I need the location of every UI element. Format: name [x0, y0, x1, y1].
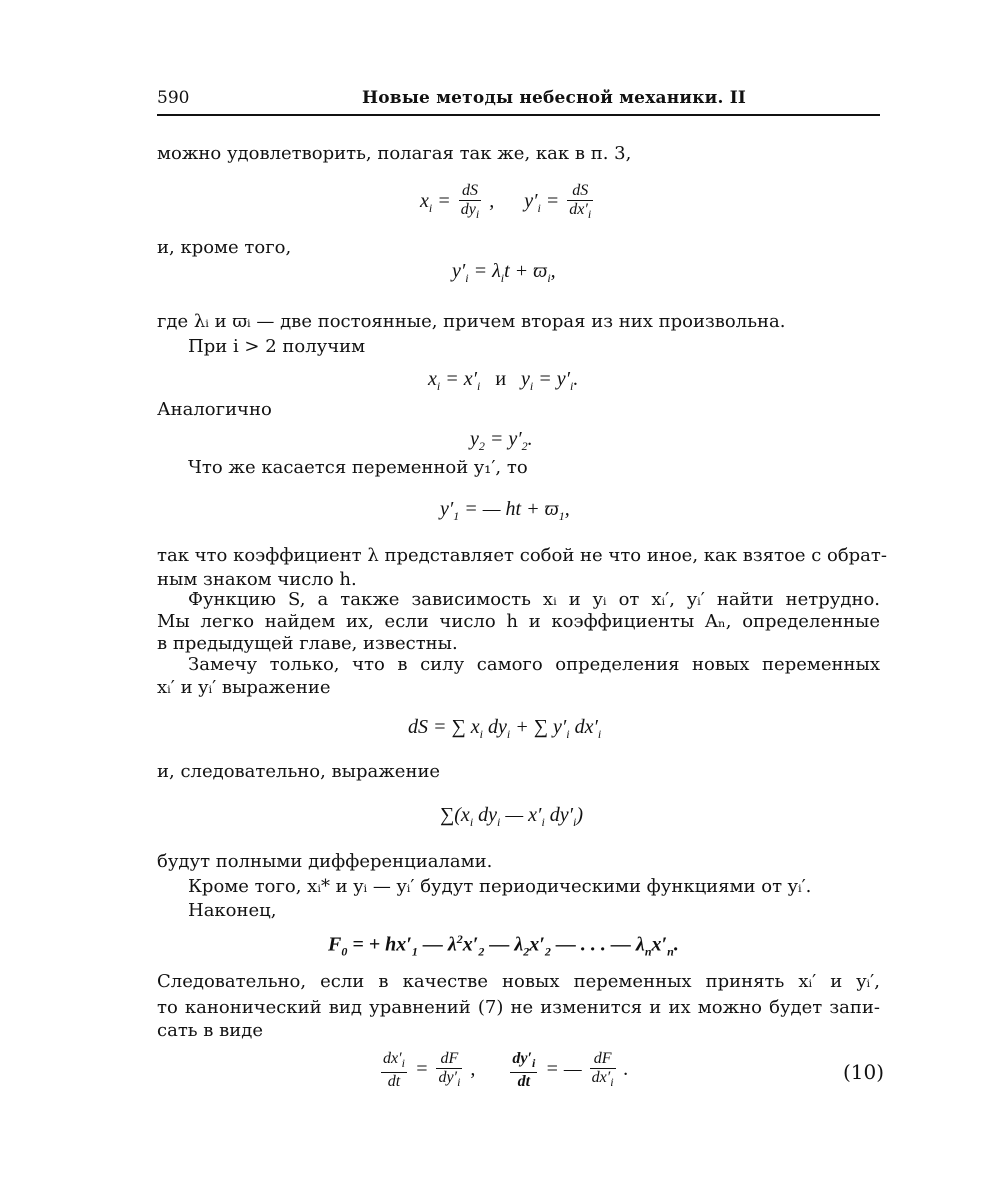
- header-rule: [157, 114, 880, 116]
- text-line-8: ным знаком число h.: [157, 569, 357, 590]
- text-line-18: Следовательно, если в качестве новых переменных принять xᵢ′ и yᵢ′,: [157, 971, 880, 992]
- equation-canonical: $\frac{dx'_i}{dt}$ = $\frac{dF}{dy'_i}$ , $\frac{dy'_i}{dt}$ = — $\frac{dF}{dx'_i}$ .: [383, 1050, 629, 1091]
- equation-sum: $\sum(x_i$ $dy_i$ — $x'_i$ $dy'_i$): [440, 804, 584, 829]
- text-line-19: то канонический вид уравнений (7) не изменится и их можно будет запи-: [157, 997, 880, 1018]
- equation-xi: $x_i$ = $\frac{dS}{dy_i}$ , $y'_i$ = $\frac{dS}{dx'_i}$: [420, 182, 592, 222]
- text-line-16: Кроме того, xᵢ* и yᵢ — yᵢ′ будут периодическими функциями от yᵢ′.: [188, 876, 812, 897]
- text-line-9: Функцию S, а также зависимость xᵢ и yᵢ от xᵢ′, yᵢ′ найти нетрудно.: [188, 589, 880, 610]
- equation-F0: $F_0$ = + $hx'_1$ — $\lambda^2x'_2$ — $\lambda_2x'_2$ — . . . — $\lambda_nx'_n$.: [328, 932, 679, 959]
- text-line-20: сать в виде: [157, 1020, 264, 1041]
- text-line-2: и, кроме того,: [157, 237, 292, 258]
- text-line-5: Аналогично: [157, 399, 272, 420]
- text-line-1: можно удовлетворить, полагая так же, как в п. 3,: [157, 143, 632, 164]
- text-line-6: Что же касается переменной y₁′, то: [188, 457, 528, 478]
- text-line-17: Наконец,: [188, 900, 277, 921]
- text-line-10: Мы легко найдем их, если число h и коэффициенты Aₙ, определенные: [157, 611, 880, 632]
- equation-y1: $y'_1$ = — ht + $ϖ_1$,: [440, 498, 570, 523]
- text-line-12: Замечу только, что в силу самого определения новых переменных: [188, 654, 880, 675]
- text-line-15: будут полными дифференциалами.: [157, 851, 493, 872]
- text-line-14: и, следовательно, выражение: [157, 761, 441, 782]
- text-line-13: xᵢ′ и yᵢ′ выражение: [157, 677, 331, 698]
- text-line-3: где λᵢ и ϖᵢ — две постоянные, причем вторая из них произвольна.: [157, 311, 786, 332]
- equation-lambda: $y'_i = \lambda_it + ϖ_i$,: [452, 260, 556, 285]
- equation-i-greater-2: $x_i = x'_i$ и $y_i = y'_i$.: [428, 368, 579, 393]
- text-line-11: в предыдущей главе, известны.: [157, 633, 458, 654]
- page-number: 590: [157, 88, 190, 108]
- equation-y2: $y_2 = y'_2$.: [470, 428, 533, 453]
- equation-number: (10): [843, 1060, 885, 1084]
- text-line-7: так что коэффициент λ представляет собой не что иное, как взятое с обрат-: [157, 545, 887, 566]
- running-title: Новые методы небесной механики. II: [362, 88, 747, 108]
- equation-dS: dS = ∑ $x_i$ $dy_i$ + ∑ $y'_i$ $dx'_i$: [408, 716, 602, 741]
- text-line-4: При i > 2 получим: [188, 336, 366, 357]
